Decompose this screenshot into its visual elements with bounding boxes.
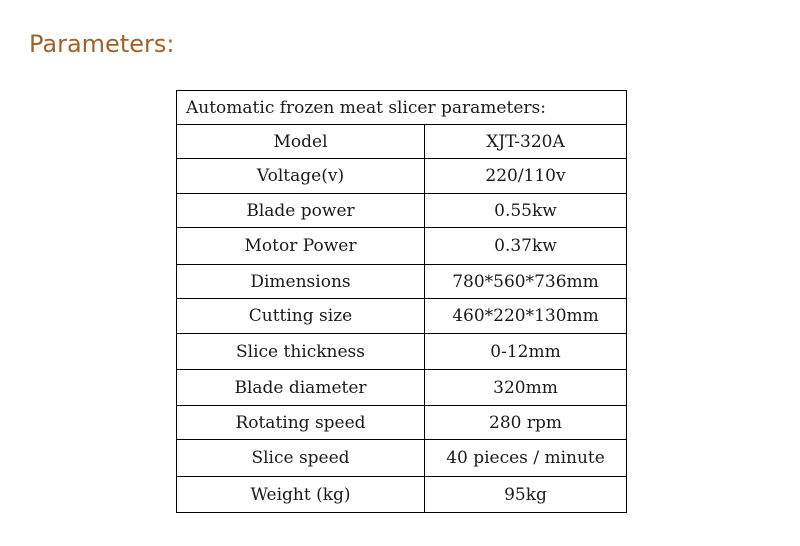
table-title: Automatic frozen meat slicer parameters: (177, 91, 627, 125)
table-row (177, 299, 627, 334)
param-label: Blade power (177, 194, 425, 228)
table-row (177, 334, 627, 370)
param-value: 220/110v (425, 159, 627, 194)
param-label: Model (177, 125, 425, 159)
param-label: Motor Power (177, 228, 425, 265)
param-value: 320mm (425, 370, 627, 406)
page-heading: Parameters: (29, 30, 175, 58)
table-row (177, 228, 627, 265)
param-value: 95kg (425, 477, 627, 513)
param-label: Blade diameter (177, 370, 425, 406)
table-row (177, 194, 627, 228)
table-row (177, 159, 627, 194)
param-value: 460*220*130mm (425, 299, 627, 334)
table-row (177, 440, 627, 477)
table-row (177, 125, 627, 159)
param-value: 0.37kw (425, 228, 627, 265)
table-row (177, 406, 627, 440)
param-value: 0.55kw (425, 194, 627, 228)
table-title-row (177, 91, 627, 125)
param-label: Weight (kg) (177, 477, 425, 513)
param-label: Rotating speed (177, 406, 425, 440)
table-row (177, 370, 627, 406)
param-label: Voltage(v) (177, 159, 425, 194)
param-value: 0-12mm (425, 334, 627, 370)
param-label: Cutting size (177, 299, 425, 334)
param-value: 780*560*736mm (425, 265, 627, 299)
table-row (177, 477, 627, 513)
param-label: Slice thickness (177, 334, 425, 370)
parameters-table (176, 90, 627, 513)
param-label: Dimensions (177, 265, 425, 299)
table-row (177, 265, 627, 299)
param-value: XJT-320A (425, 125, 627, 159)
param-value: 40 pieces / minute (425, 440, 627, 477)
param-label: Slice speed (177, 440, 425, 477)
param-value: 280 rpm (425, 406, 627, 440)
